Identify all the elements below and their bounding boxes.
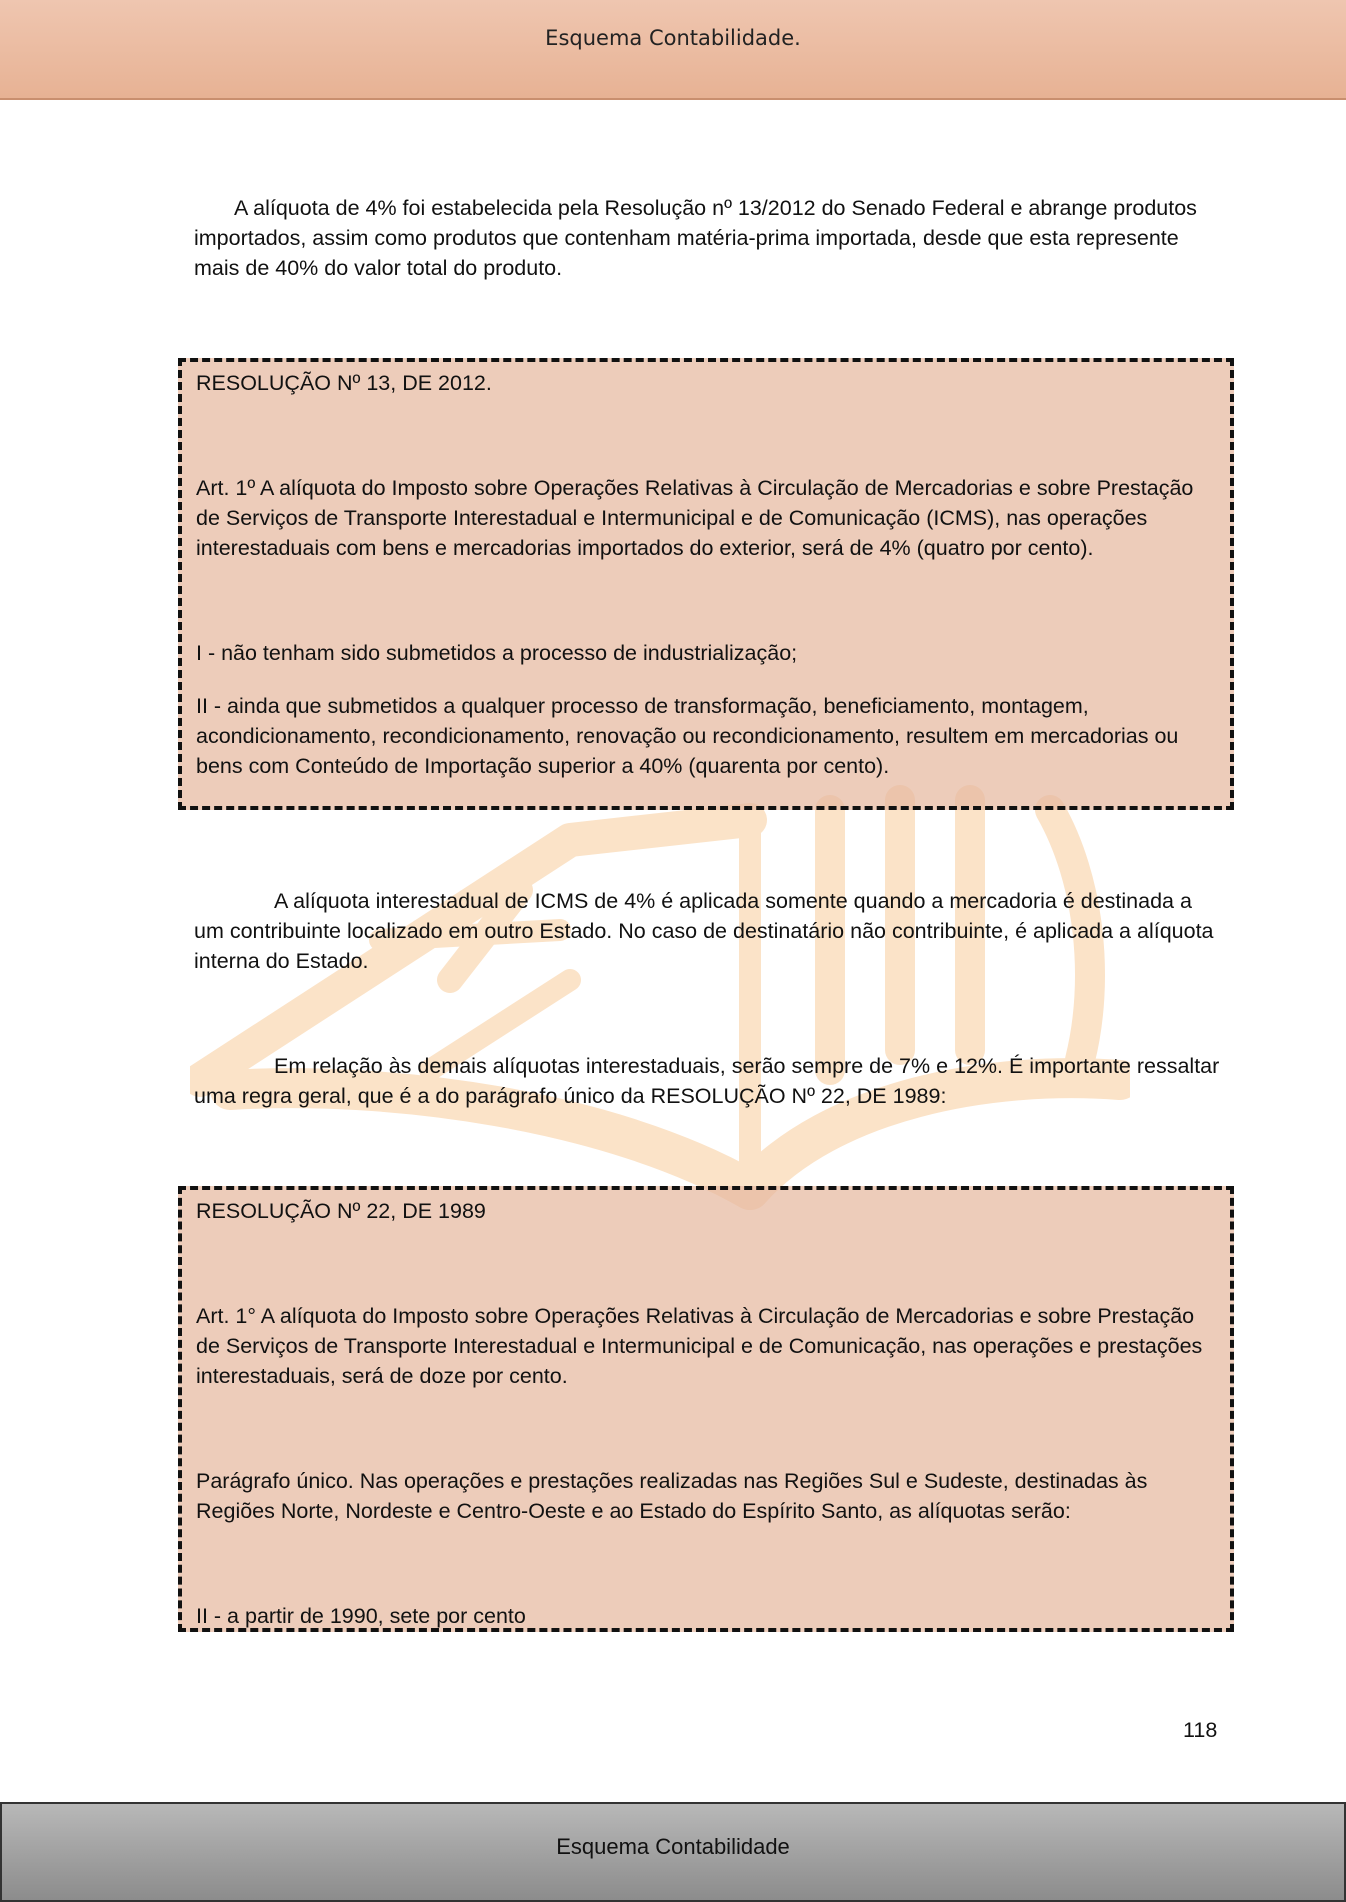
box2-title: RESOLUÇÃO Nº 22, DE 1989 [196,1199,486,1223]
intro-paragraph [194,193,1224,283]
resolution-box-2012 [178,358,1234,810]
box1-title: RESOLUÇÃO Nº 13, DE 2012. [196,371,492,395]
para3-text: Em relação às demais alíquotas interestaduais, serão sempre de 7% e 12%. É importante ressaltar uma regra geral, que é a do parágrafo único da RESOLUÇÃO Nº 22, DE 1989: [194,1054,1220,1108]
box2-paragraph: Parágrafo único. Nas operações e prestações realizadas nas Regiões Sul e Sudeste, destinadas às Regiões Norte, Nordeste e Centro-Oeste e ao Estado do Espírito Santo, as alíquotas serão: [196,1469,1148,1523]
resolution-box-1989 [178,1186,1234,1632]
page-number: 118 [1183,1718,1218,1742]
paragraph-3 [194,1051,1224,1111]
footer-title: Esquema Contabilidade [556,1834,790,1859]
box2-item-2: II - a partir de 1990, sete por cento [196,1604,526,1628]
paragraph-2 [194,886,1224,976]
box1-item-1: I - não tenham sido submetidos a processo de industrialização; [196,641,798,665]
header-title: Esquema Contabilidade. [545,26,801,50]
page-header [0,0,1346,100]
page-footer [0,1802,1346,1902]
para2-text: A alíquota interestadual de ICMS de 4% é aplicada somente quando a mercadoria é destinada a um contribuinte localizado em outro Estado. No caso de destinatário não contribuinte, é aplicada a alíquota interna do Estado. [194,889,1214,973]
box1-article: Art. 1º A alíquota do Imposto sobre Operações Relativas à Circulação de Mercadorias e sobre Prestação de Serviços de Transporte Interestadual e Intermunicipal e de Comunicação (ICMS), nas operações interestaduais com bens e mercadorias importados do exterior, será de 4% (quatro por cento). [196,476,1194,560]
watermark-logo [190,780,1130,1210]
box1-item-2: II - ainda que submetidos a qualquer processo de transformação, beneficiamento, montagem, acondicionamento, recondicionamento, renovação ou recondicionamento, resultem em mercadorias ou bens com Conteúdo de Importação superior a 40% (quarenta por cento). [196,694,1179,778]
box2-article: Art. 1° A alíquota do Imposto sobre Operações Relativas à Circulação de Mercadorias e sobre Prestação de Serviços de Transporte Interestadual e Intermunicipal e de Comunicação, nas operações e prestações interestaduais, será de doze por cento. [196,1304,1203,1388]
intro-text: A alíquota de 4% foi estabelecida pela Resolução nº 13/2012 do Senado Federal e abrange produtos importados, assim como produtos que contenham matéria-prima importada, desde que esta represente mais de 40% do valor total do produto. [194,196,1197,280]
